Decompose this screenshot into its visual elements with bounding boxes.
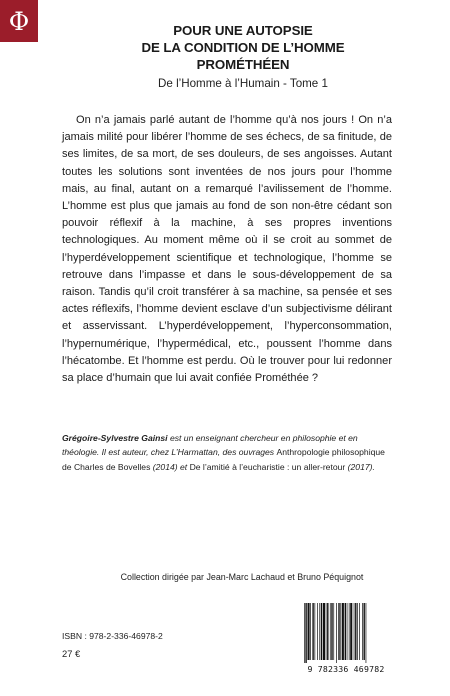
author-bio bbox=[62, 431, 394, 474]
phi-logo-icon: Φ bbox=[8, 6, 30, 36]
barcode-bar bbox=[333, 603, 334, 660]
collection-credit: Collection dirigée par Jean-Marc Lachaud et Bruno Péquignot bbox=[120, 572, 364, 582]
barcode-bar bbox=[366, 603, 367, 663]
barcode-bar bbox=[326, 603, 327, 660]
barcode-bar bbox=[321, 603, 322, 660]
book-title-line-1: POUR UNE AUTOPSIE bbox=[173, 23, 313, 38]
barcode-bar bbox=[330, 603, 331, 660]
author-book-1: Anthropologie philosophique de Charles de Bovelles bbox=[62, 447, 385, 472]
barcode-bar bbox=[347, 603, 348, 660]
barcode-bar bbox=[355, 603, 356, 660]
barcode-icon bbox=[302, 603, 390, 665]
barcode-bar bbox=[359, 603, 360, 660]
barcode-bar bbox=[364, 603, 365, 660]
barcode-bar bbox=[323, 603, 325, 660]
barcode-bar bbox=[340, 603, 341, 660]
barcode-bar bbox=[315, 603, 316, 660]
barcode-bar bbox=[338, 603, 339, 660]
barcode bbox=[297, 603, 394, 677]
barcode-bar bbox=[308, 603, 310, 660]
barcode-bar bbox=[310, 603, 311, 660]
publisher-logo bbox=[0, 0, 38, 42]
barcode-digits: 9 782336 469782 bbox=[307, 664, 385, 674]
barcode-bar bbox=[362, 603, 363, 660]
author-bio-text-2: (2014) et bbox=[150, 461, 190, 472]
barcode-bar bbox=[345, 603, 346, 660]
author-bio-text-3: (2017). bbox=[345, 461, 375, 472]
author-bio-text-1: est un enseignant chercheur en philosophie et en théologie. Il est auteur, chez L’Harmattan, des ouvrages bbox=[62, 433, 358, 458]
book-subtitle: De l’Homme à l’Humain - Tome 1 bbox=[158, 77, 328, 90]
author-book-2: De l’amitié à l’eucharistie : un aller-retour bbox=[189, 461, 346, 472]
book-title-line-2: DE LA CONDITION DE L’HOMME PROMÉTHÉEN bbox=[141, 40, 345, 72]
author-name: Grégoire-Sylvestre Gainsi bbox=[62, 433, 168, 443]
barcode-bar bbox=[349, 603, 350, 660]
isbn: ISBN : 978-2-336-46978-2 bbox=[62, 631, 163, 641]
barcode-bar bbox=[305, 603, 306, 663]
barcode-bar bbox=[357, 603, 358, 660]
barcode-bar bbox=[327, 603, 328, 660]
barcode-bar bbox=[304, 603, 305, 663]
barcode-bar bbox=[336, 603, 337, 663]
barcode-bar bbox=[331, 603, 332, 660]
barcode-bar bbox=[350, 603, 352, 660]
barcode-bar bbox=[317, 603, 318, 660]
barcode-bar bbox=[342, 603, 344, 660]
barcode-bar bbox=[319, 603, 320, 660]
book-title bbox=[95, 22, 391, 73]
barcode-bar bbox=[312, 603, 313, 660]
title-block bbox=[95, 22, 391, 91]
book-summary: On n’a jamais parlé autant de l’homme qu’à nos jours ! On n’a jamais milité pour libérer l’homme de ses échecs, de sa finitude, de ses limites, de sa mort, de ses douleurs, de ses angoisses. Autant toutes les solutions sont inventées de nos jours pour l’homme mais, au final, autant on a remarqué l’avilissement de l’homme. L’homme est plus que jamais au fond de son non-être cédant son pouvoir réflexif à la machine, à ses propres inventions technologiques. Au moment même où il se croit au sommet de l’hyperdéveloppement scientifique et technologique, l’homme se retrouve dans l’impasse et dans le sous-développement de sa raison. Tandis qu’il croit transférer à sa machine, sa pensée et ses actes réflexifs, l’homme devient esclave d’un subjectivisme délirant et asservissant. L’hyperdéveloppement, l’hyperconsommation, l’hypernumérique, l’hypermédical, etc., poussent l’homme dans l’hécatombe. Et l’homme est perdu. Où le trouver pour lui redonner sa place d’humain que lui avait confiée Prométhée ? bbox=[62, 114, 392, 385]
barcode-bar bbox=[354, 603, 355, 660]
price: 27 € bbox=[62, 648, 81, 659]
